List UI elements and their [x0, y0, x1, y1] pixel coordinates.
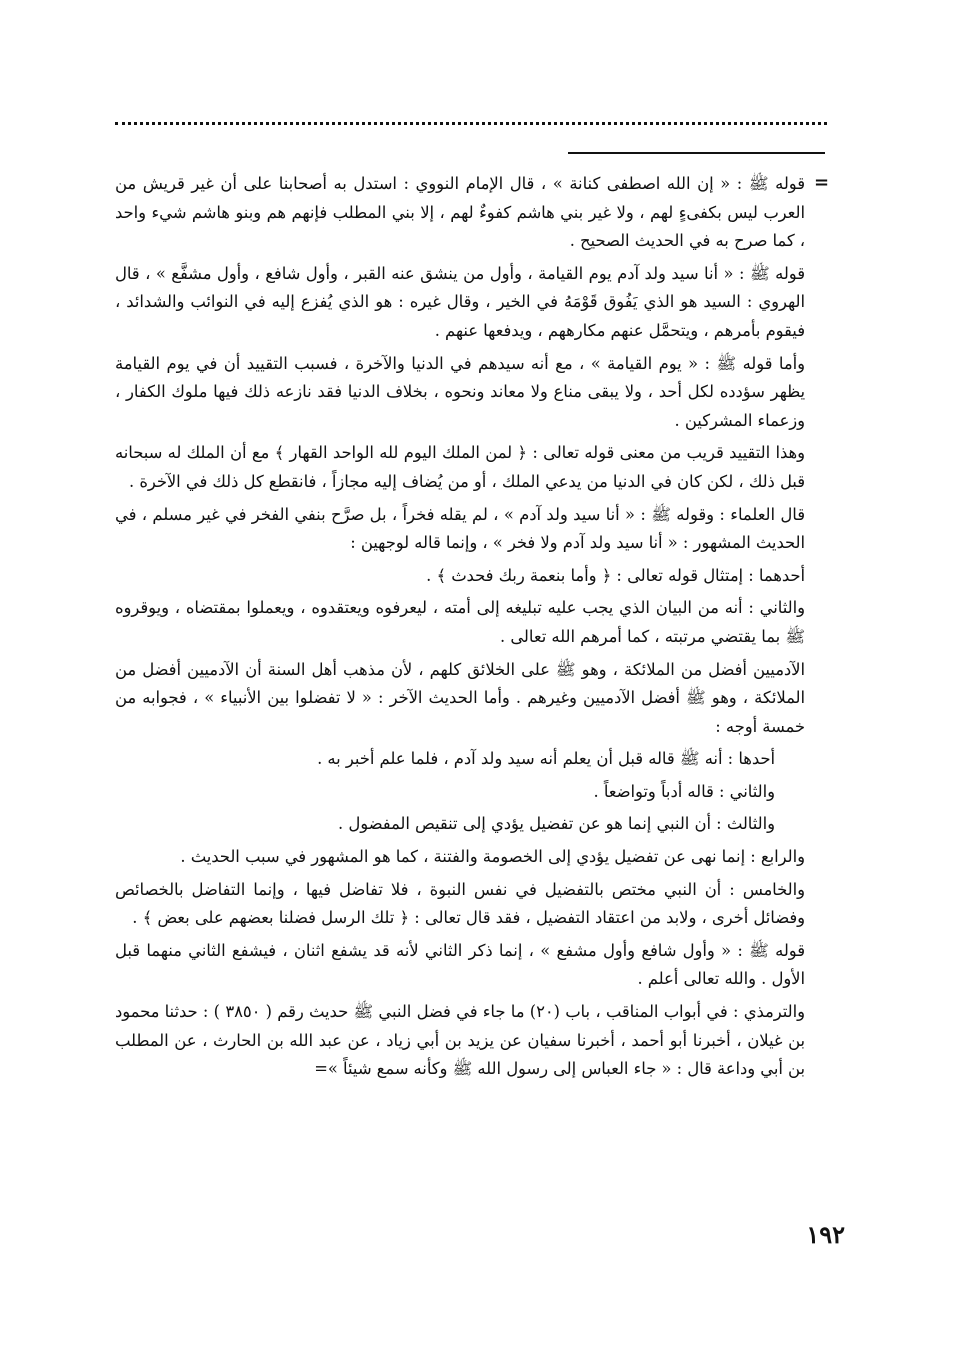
- paragraph: قوله ﷺ : « إن الله اصطفى كنانة » ، قال الإمام النووي : استدل به أصحابنا على أن غير قريش من العرب ليس بكفىءٍ لهم ، ولا غير بني هاشم كفوءٌ لهم ، إلا بني المطلب فإنهم هم وبنو هاشم شيء واحد ، كما صرح به في الحديث الصحيح .: [115, 174, 805, 251]
- paragraph: وهذا التقييد قريب من معنى قوله تعالى : ﴿ لمن الملك اليوم لله الواحد القهار ﴾ مع أن الملك له سبحانه قبل ذلك ، لكن كان في الدنيا من يدعي الملك ، أو من يُضاف إليه مجازاً ، فانقطع كل ذلك في الآخرة .: [115, 443, 805, 491]
- paragraph: قوله ﷺ : « أنا سيد ولد آدم يوم القيامة ، وأول من ينشق عنه القبر ، وأول شافع ، وأول مشفَّع » ، قال الهروي : السيد هو الذي يَفُوق قَوْمَهُ في الخير ، وقال غيره : هو الذي يُفزع إليه في النوائب والشدائد ، فيقوم بأمرهم ، ويتحمَّل عنهم مكارههم ، ويدفعها عنهم .: [115, 263, 805, 340]
- paragraph: قوله ﷺ : « وأول شافع وأول مشفع » ، إنما ذكر الثاني لأنه قد يشفع اثنان ، فيشفع الثاني منهما قبل الأول . والله تعالى أعلم .: [115, 940, 805, 989]
- paragraph: وأما قوله ﷺ : « يوم القيامة » ، مع أنه سيدهم في الدنيا والآخرة ، فسبب التقييد أن في يوم القيامة يظهر سؤدده لكل أحد ، ولا يبقى مناع ولا معاند ونحوه ، بخلاف الدنيا فقد نازعه ذلك فيها ملوك الكفار ، وزعماء المشركين .: [115, 353, 805, 430]
- paragraph: والترمذي : في أبواب المناقب ، باب (٢٠) ما جاء في فضل النبي ﷺ حديث رقم ( ٣٨٥٠ ) : حدثنا محمود بن غيلان ، أخبرنا أبو أحمد ، أخبرنا سفيان عن يزيد بن أبي زياد ، عن عبد الله بن الحارث ، عن المطلب بن أبي وداعة قال : « جاء العباس إلى رسول الله ﷺ وكأنه سمع شيئاً »=: [115, 1002, 806, 1079]
- continuation-mark: =: [814, 172, 830, 193]
- paragraph: الآدميين أفضل من الملائكة ، وهو ﷺ على الخلائق كلهم ، لأن مذهب أهل السنة أن الآدميين أفضل من الملائكة ، وهو ﷺ أفضل الآدميين وغيرهم . وأما الحديث الآخر : « لا تفضلوا بين الأنبياء » ، فجوابه من خمسة أوجه :: [115, 659, 805, 736]
- footnote-body: [115, 170, 805, 1088]
- paragraph: والثالث : أن النبي إنما هو عن تفضيل يؤدي إلى تنقيص المفضول .: [338, 814, 775, 834]
- page-number: ١٩٢: [806, 1220, 845, 1249]
- paragraph: والثاني : قاله أدباً وتواضعاً .: [593, 781, 775, 801]
- footnote-rule: [568, 152, 825, 154]
- paragraph: والرابع : إنما نهى عن تفضيل يؤدي إلى الخصومة والفتنة ، كما هو المشهور في سبب الحديث .: [180, 847, 805, 867]
- paragraph: والخامس : أن النبي مختص بالتفضيل في نفس النبوة ، فلا تفاضل فيها ، وإنما التفاضل بالخصائص وفضائل أخرى ، ولابد من اعتقاد التفضيل ، فقد قال تعالى : ﴿ تلك الرسل فضلنا بعضهم على بعض ﴾ .: [115, 879, 805, 928]
- paragraph: قال العلماء : وقوله ﷺ : « أنا سيد ولد آدم » ، لم يقله فخراً ، بل صرَّح بنفي الفخر في غير مسلم ، في الحديث المشهور : « أنا سيد ولد آدم ولا فخر » ، وإنما قاله لوجهين :: [115, 504, 805, 553]
- paragraph: والثاني : أنه من البيان الذي يجب عليه تبليغه إلى أمته ، ليعرفوه ويعتقدوه ، ويعملوا بمقتضاه ، ويوقروه ﷺ بما يقتضي مرتبته ، كما أمرهم الله تعالى .: [115, 598, 805, 646]
- dotted-separator: [115, 108, 827, 125]
- paragraph: أحدها : أنه ﷺ قاله قبل أن يعلم أنه سيد ولد آدم ، فلما علم أخبر به .: [317, 749, 775, 769]
- paragraph: أحدهما : إمتثال قوله تعالى : ﴿ وأما بنعمة ربك فحدث ﴾ .: [426, 565, 805, 585]
